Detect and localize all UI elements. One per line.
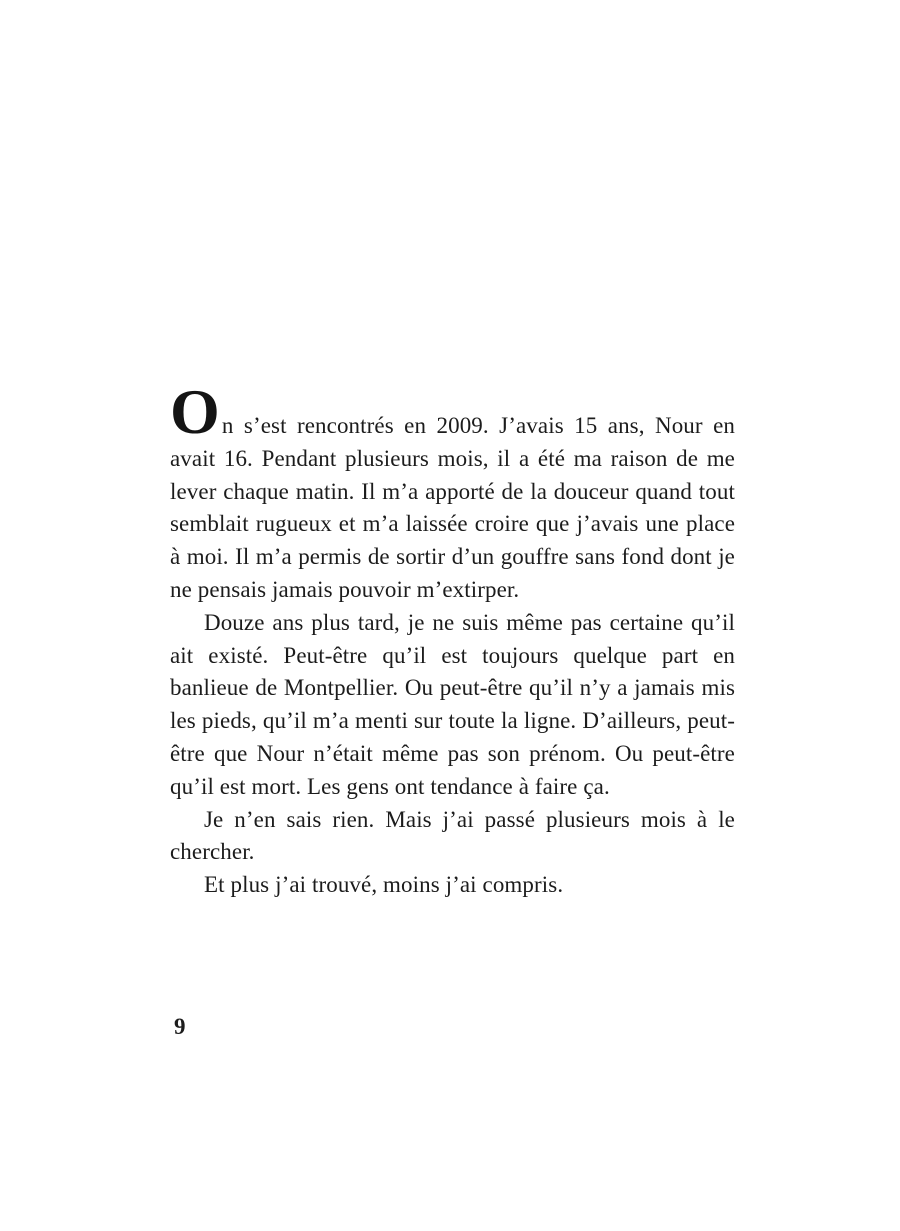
paragraph-text: n s’est rencontrés en 2009. J’avais 15 ans, Nour en avait 16. Pendant plusieurs mois, il a été ma raison de me lever chaque matin. Il m’a apporté de la douceur quand tout semblait rugueux et m’a laissée croire que j’avais une place à moi. Il m’a permis de sortir d’un gouffre sans fond dont je ne pensais jamais pouvoir m’extirper. (170, 413, 735, 602)
drop-cap-initial: O (170, 376, 220, 447)
paragraph: Je n’en sais rien. Mais j’ai passé plusieurs mois à le chercher. (170, 806, 735, 865)
body-text-block (170, 376, 735, 902)
paragraph-opening (170, 376, 735, 607)
page-number: 9 (174, 1014, 186, 1039)
paragraph: Douze ans plus tard, je ne suis même pas certaine qu’il ait existé. Peut-être qu’il est toujours quelque part en banlieue de Montpellier. Ou peut-être qu’il n’y a jamais mis les pieds, qu’il m’a menti sur toute la ligne. D’ailleurs, peut-être que Nour n’était même pas son prénom. Ou peut-être qu’il est mort. Les gens ont tendance à faire ça. (170, 609, 735, 799)
paragraph: Et plus j’ai trouvé, moins j’ai compris. (204, 872, 564, 898)
